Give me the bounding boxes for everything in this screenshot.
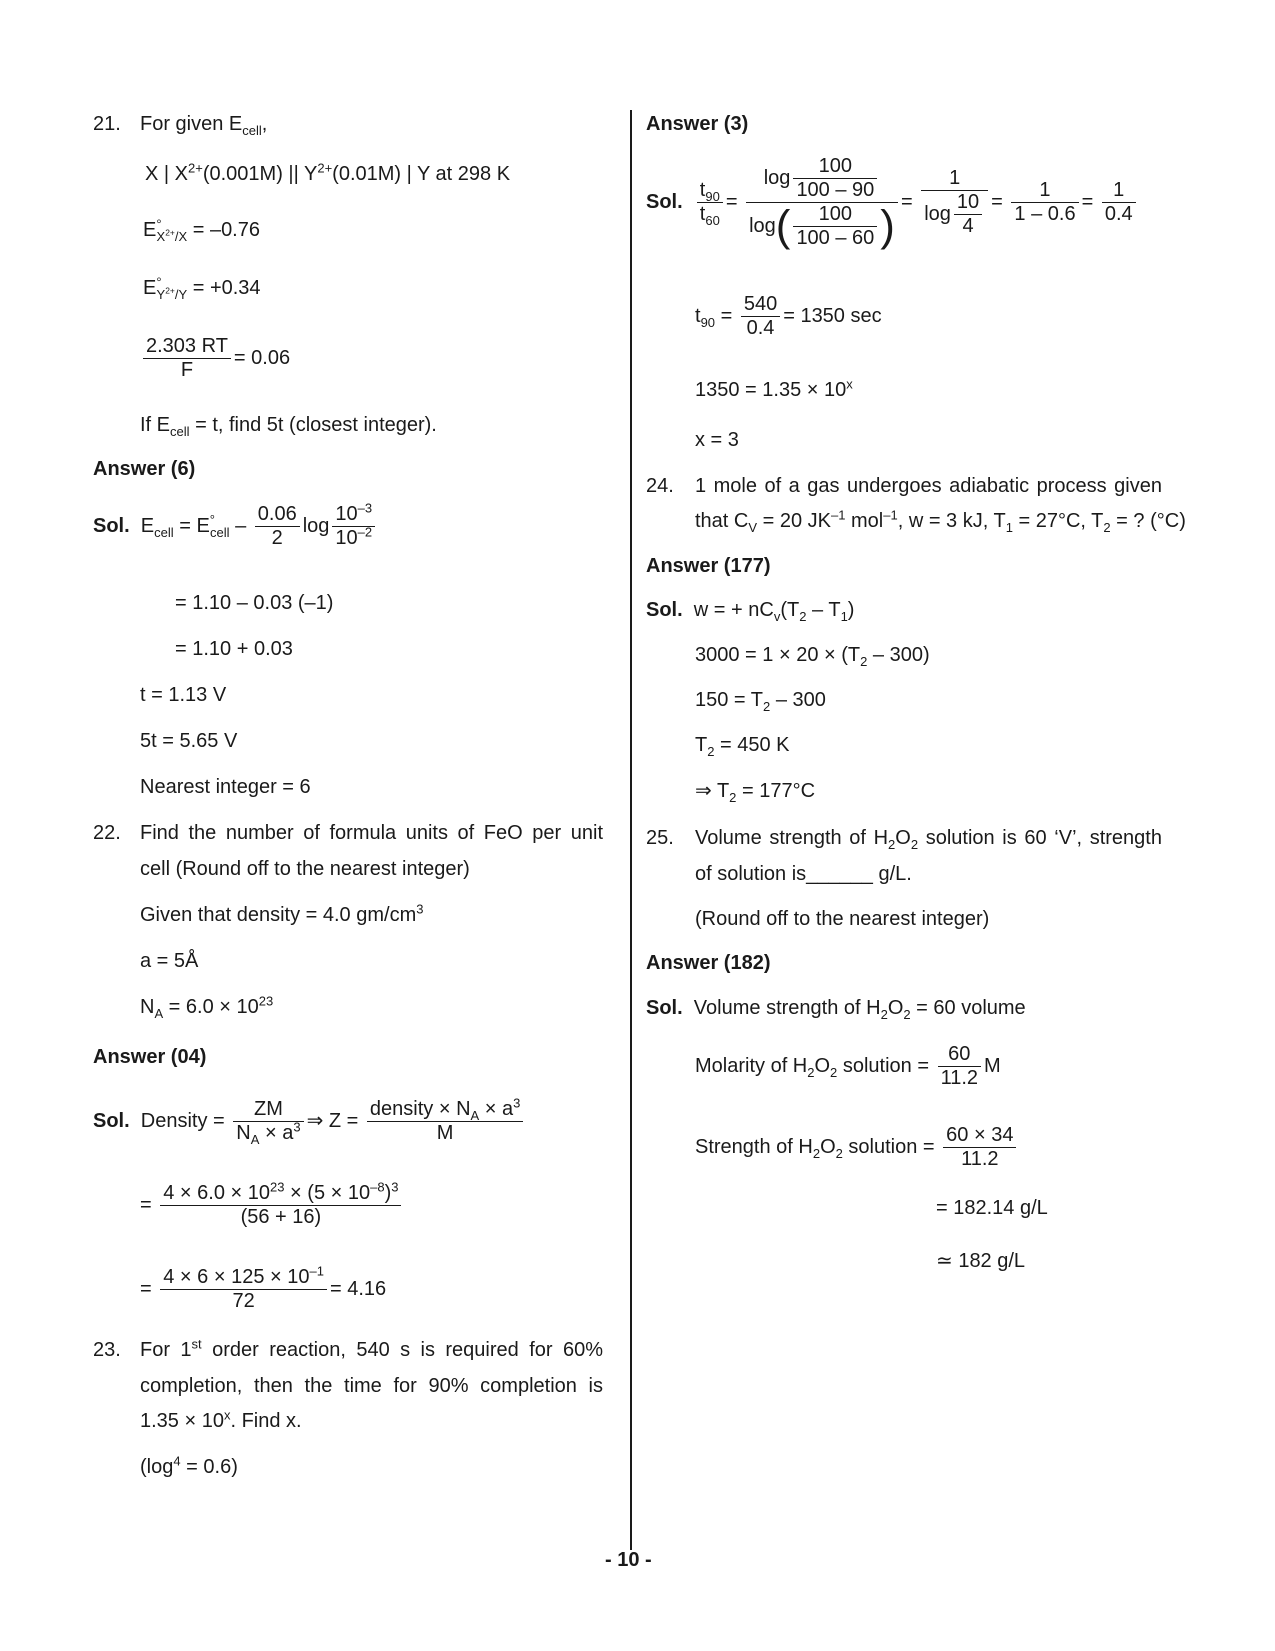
q24-text-1: 1 mole of a gas undergoes adiabatic process given — [695, 475, 1162, 497]
q25-answer: Answer (182) — [646, 952, 771, 974]
q23-text-2: completion, then the time for 90% completion is — [140, 1375, 603, 1397]
q22-lattice-a: a = 5Å — [140, 950, 199, 972]
q25-number: 25. — [646, 827, 674, 849]
q21-answer: Answer (6) — [93, 458, 196, 480]
q25-molarity: Molarity of $H_2O_2$ solution = $\frac{60}{11.2}$ M — [695, 1043, 1001, 1089]
q23-sol-power: $1350 = 1.35 \times 10^x$ — [695, 376, 853, 401]
q24-sol-5: ⇒ $T_2 = 177^\circ C$ — [695, 780, 816, 805]
q25-text-2: of solution is______ g/L. — [695, 863, 912, 885]
q23-sol-ratio: Sol. $\frac{t_{90}}{t_{60}}$ = log $\frac{100}{100 - 90}$ log( $\frac{100}{100 - 60}$ ) = 1 log $\frac{10}{4}$ = $\frac{1}{1 - 0.6}$ = $\frac{1}{0.4}$ — [646, 155, 1139, 250]
q21-title: For given $E_{cell}$, — [140, 113, 268, 138]
q25-sol-1: Sol. Volume strength of $H_2O_2 = 60$ volume — [646, 997, 1026, 1022]
q22-text-2: cell (Round off to the nearest integer) — [140, 858, 470, 880]
q23-hint: $(\log^4 = 0.6)$ — [140, 1453, 238, 1478]
q25-result-1: = 182.14 g/L — [936, 1197, 1048, 1219]
q24-text-2: that $C_V = 20$ $JK^{-1}$ mol$^{-1}$, w = 3 kJ, $T_1 = 27^\circ C$, $T_2$ = ? (°C) — [695, 507, 1186, 535]
q25-result-2: ≃ 182 g/L — [936, 1250, 1026, 1272]
q21-sol-6: Nearest integer = 6 — [140, 776, 311, 798]
q21-sol-5: 5t = 5.65 V — [140, 730, 238, 752]
q24-sol-1: Sol. w = + $nC_v(T_2 - T_1)$ — [646, 599, 855, 624]
q21-sol-2: = 1.10 – 0.03 (–1) — [175, 592, 334, 614]
q21-ey-potential: $E^\circ_{Y^{2+}/Y} = +0.34$ — [143, 274, 261, 302]
q21-sol-1: Sol. $E_{cell} = E^\circ_{cell}$ – $\frac{0.06}{2}$ log $\frac{10^{-3}}{10^{-2}}$ — [93, 503, 378, 550]
q22-sol-1: Sol. Density = $\frac{ZM}{N_A \times a^3}$ ⇒ Z = $\frac{density \times N_A \times a^3}{M}$ — [93, 1098, 526, 1145]
q22-number: 22. — [93, 822, 121, 844]
q22-avogadro: $N_A = 6.0 \times 10^{23}$ — [140, 993, 274, 1021]
column-divider — [630, 110, 632, 1550]
q22-text-1: Find the number of formula units of FeO per unit — [140, 822, 603, 844]
q24-number: 24. — [646, 475, 674, 497]
q25-strength: Strength of $H_2O_2$ solution = $\frac{60 \times 34}{11.2}$ — [695, 1124, 1019, 1171]
q22-sol-2: = $\frac{4 \times 6.0 \times 10^{23} \times (5 \times 10^{-8})^3}{(56 + 16)}$ — [140, 1182, 404, 1229]
q21-number: 21. — [93, 113, 121, 135]
q22-answer: Answer (04) — [93, 1046, 207, 1068]
q24-sol-3: $150 = T_2 - 300$ — [695, 689, 826, 714]
q21-sol-4: t = 1.13 V — [140, 684, 227, 706]
q23-number: 23. — [93, 1339, 121, 1361]
q23-text-3: $1.35 \times 10^x$. Find x. — [140, 1407, 302, 1432]
q24-sol-4: $T_2 = 450$ K — [695, 734, 790, 759]
q21-sol-3: = 1.10 + 0.03 — [175, 638, 293, 660]
q22-density: Given that density = 4.0 $gm/cm^3$ — [140, 901, 424, 926]
q21-rt-constant: $\frac{2.303 RT}{F}$ = 0.06 — [140, 335, 290, 382]
q23-answer: Answer (3) — [646, 113, 749, 135]
q22-sol-3: = $\frac{4 \times 6 \times 125 \times 10^{-1}}{72}$ = 4.16 — [140, 1263, 387, 1312]
q21-cell-notation: X | $X^{2+}(0.001M)$ || $Y^{2+}(0.01M)$ | Y at 298 K — [145, 160, 511, 185]
q25-text-3: (Round off to the nearest integer) — [695, 908, 990, 930]
page-number: - 10 - — [605, 1549, 652, 1571]
q24-sol-2: $3000 = 1 \times 20 \times (T_2 - 300)$ — [695, 644, 930, 669]
q23-sol-x: x = 3 — [695, 429, 739, 451]
q21-ex-potential: $E^\circ_{X^{2+}/X} = -0.76$ — [143, 216, 260, 244]
q25-text-1: Volume strength of $H_2O_2$ solution is 60 ‘V’, strength — [695, 827, 1162, 852]
q23-sol-t90: $t_{90}$ = $\frac{540}{0.4}$ = 1350 sec — [695, 293, 882, 339]
q21-question: If $E_{cell} = t$, find 5t (closest integer). — [140, 414, 437, 439]
q23-text-1: For 1st order reaction, 540 s is required for 60% — [140, 1336, 603, 1361]
q24-answer: Answer (177) — [646, 555, 771, 577]
